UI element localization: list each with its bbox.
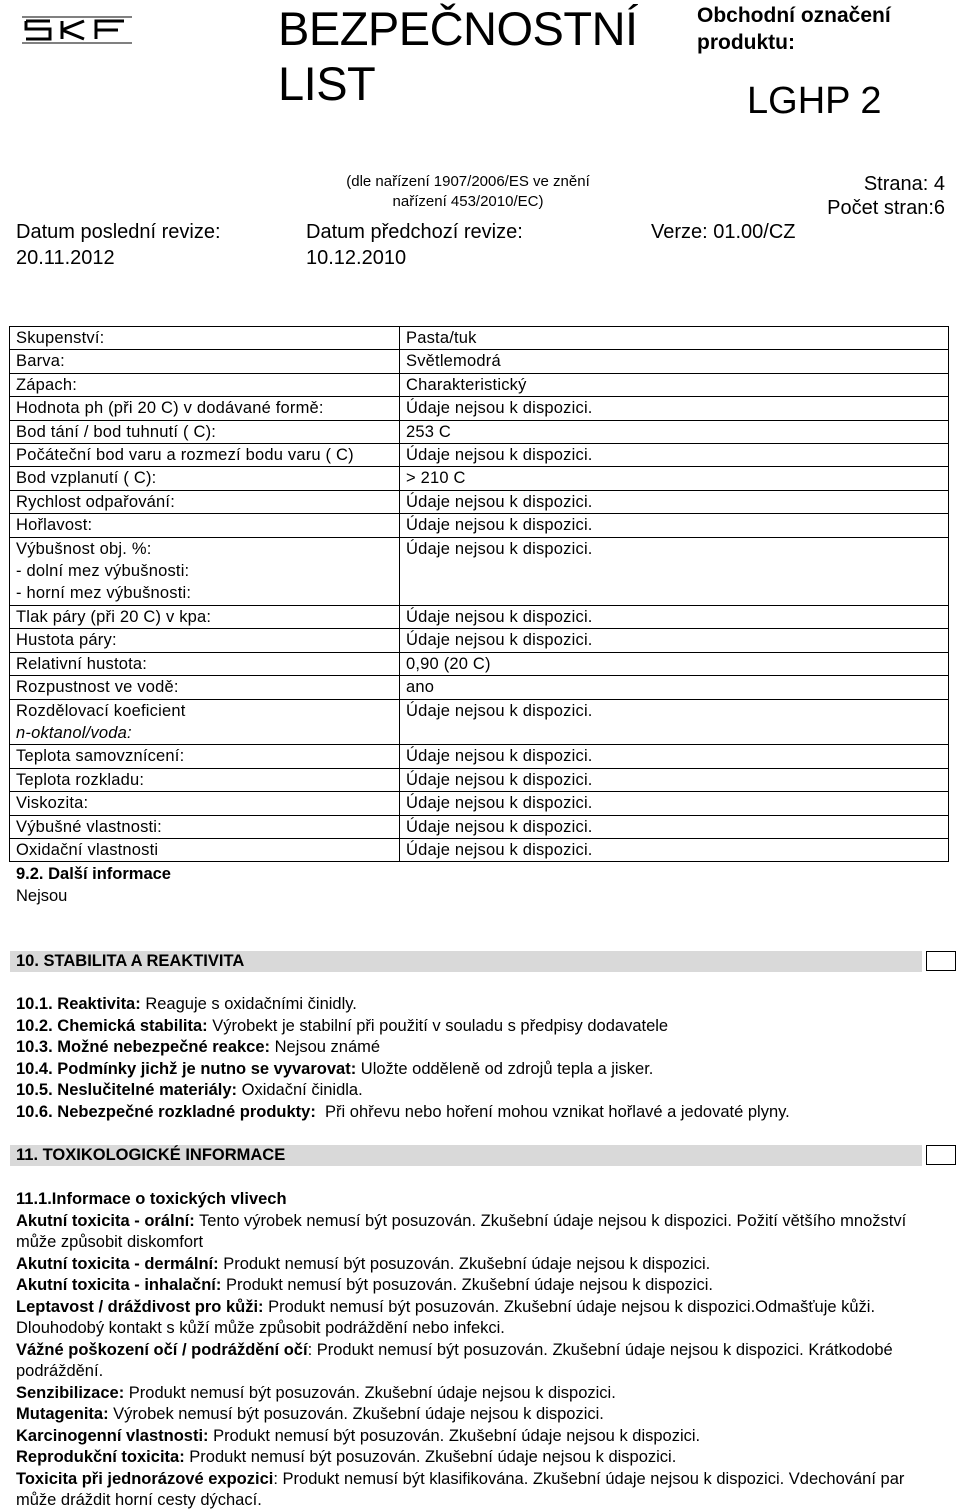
property-value: Údaje nejsou k dispozici. bbox=[400, 537, 949, 605]
toxicology-item-text: Tento výrobek nemusí být posuzován. Zkušební údaje nejsou k dispozici. Požití většího množství může způsobit diskomfort bbox=[16, 1211, 907, 1251]
section-9-2-text: Nejsou bbox=[16, 886, 68, 905]
section-11-checkbox bbox=[926, 1145, 956, 1165]
toxicology-item-text: Produkt nemusí být posuzován. Zkušební údaje nejsou k dispozici. bbox=[208, 1426, 701, 1445]
toxicology-item-label: Vážné poškození očí / podráždění očí bbox=[16, 1340, 308, 1359]
document-title: BEZPEČNOSTNÍ LIST bbox=[278, 2, 638, 110]
section-10-heading: 10. STABILITA A REAKTIVITA bbox=[10, 951, 922, 972]
section-11-list bbox=[16, 1189, 946, 1512]
toxicology-item-label: Toxicita při jednorázové expozici bbox=[16, 1469, 274, 1488]
property-value: Údaje nejsou k dispozici. bbox=[400, 490, 949, 513]
property-label: Skupenství: bbox=[16, 329, 105, 347]
stability-item-text: Výrobekt je stabilní při použití v souladu s předpisy dodavatele bbox=[207, 1016, 669, 1035]
property-label: Barva: bbox=[16, 352, 65, 371]
property-value: Charakteristický bbox=[400, 373, 949, 396]
section-10-checkbox bbox=[926, 951, 956, 971]
toxicology-item-text: Produkt nemusí být posuzován. Zkušební údaje nejsou k dispozici. bbox=[184, 1448, 677, 1466]
last-revision-date: 20.11.2012 bbox=[16, 247, 115, 269]
property-label-cell bbox=[10, 815, 400, 838]
toxicology-item-text: Výrobek nemusí být posuzován. Zkušební údaje nejsou k dispozici. bbox=[108, 1405, 604, 1423]
property-label-cell bbox=[10, 792, 400, 815]
property-label: Výbušnost obj. %: bbox=[16, 539, 152, 558]
toxicology-item bbox=[16, 1340, 946, 1383]
property-row bbox=[10, 350, 949, 373]
toxicology-item bbox=[16, 1297, 946, 1340]
property-value: Pasta/tuk bbox=[400, 327, 949, 350]
property-value: Údaje nejsou k dispozici. bbox=[400, 838, 949, 861]
toxicology-item-label: Karcinogenní vlastnosti: bbox=[16, 1426, 209, 1445]
property-label-cell bbox=[10, 397, 400, 420]
stability-item bbox=[16, 1102, 946, 1124]
property-label: Zápach: bbox=[16, 375, 78, 394]
property-sublabel: n-oktanol/voda: bbox=[16, 723, 132, 742]
previous-revision-date: 10.12.2010 bbox=[306, 247, 407, 269]
section-11-1-heading: 11.1.Informace o toxických vlivech bbox=[16, 1190, 287, 1208]
property-label: Hořlavost: bbox=[16, 516, 93, 535]
product-name: LGHP 2 bbox=[747, 80, 882, 122]
stability-item bbox=[16, 1080, 946, 1102]
property-value: Údaje nejsou k dispozici. bbox=[400, 629, 949, 652]
version: Verze: 01.00/CZ bbox=[651, 221, 796, 243]
property-row bbox=[10, 629, 949, 652]
property-value: > 210 C bbox=[400, 467, 949, 490]
property-sublabel: - dolní mez výbušnosti: bbox=[16, 562, 190, 581]
toxicology-item bbox=[16, 1383, 946, 1405]
property-value: Údaje nejsou k dispozici. bbox=[400, 815, 949, 838]
toxicology-item-label: Akutní toxicita - dermální: bbox=[16, 1254, 219, 1273]
section-9-2-heading: 9.2. Další informace bbox=[16, 865, 171, 883]
property-row bbox=[10, 490, 949, 513]
stability-item-text: Při ohřevu nebo hoření mohou vznikat hořlavé a jedovaté plyny. bbox=[315, 1102, 790, 1121]
toxicology-item-label: Mutagenita: bbox=[16, 1405, 109, 1423]
property-row bbox=[10, 444, 949, 467]
property-label: Teplota samovznícení: bbox=[16, 747, 185, 766]
page-info bbox=[795, 172, 945, 220]
toxicology-item bbox=[16, 1447, 946, 1469]
toxicology-item bbox=[16, 1469, 946, 1512]
property-label: Tlak páry (při 20 C) v kpa: bbox=[16, 607, 212, 626]
previous-revision-label: Datum předchozí revize: bbox=[306, 221, 523, 243]
toxicology-item bbox=[16, 1254, 946, 1276]
property-label-cell bbox=[10, 467, 400, 490]
page-number: Strana: 4 bbox=[863, 173, 945, 195]
property-row bbox=[10, 537, 949, 605]
property-label: Oxidační vlastnosti bbox=[16, 840, 159, 859]
property-label-cell bbox=[10, 373, 400, 396]
property-row bbox=[10, 815, 949, 838]
property-row bbox=[10, 792, 949, 815]
stability-item-text: Oxidační činidla. bbox=[237, 1081, 363, 1099]
toxicology-item-label: Akutní toxicita - orální: bbox=[16, 1211, 195, 1230]
property-label-cell bbox=[10, 605, 400, 628]
property-label-cell bbox=[10, 838, 400, 861]
stability-item-label: 10.3. Možné nebezpečné reakce: bbox=[16, 1038, 271, 1056]
property-label: Bod vzplanutí ( C): bbox=[16, 469, 157, 488]
property-label: Hustota páry: bbox=[16, 631, 117, 650]
property-label-cell bbox=[10, 676, 400, 699]
property-value: 0,90 (20 C) bbox=[400, 652, 949, 675]
stability-item-label: 10.5. Neslučitelné materiály: bbox=[16, 1081, 238, 1099]
stability-item bbox=[16, 994, 946, 1016]
stability-item bbox=[16, 1059, 946, 1081]
property-label-cell bbox=[10, 514, 400, 537]
property-sublabel: - horní mez výbušnosti: bbox=[16, 584, 192, 603]
property-value: 253 C bbox=[400, 420, 949, 443]
property-label: Bod tání / bod tuhnutí ( C): bbox=[16, 422, 217, 441]
property-label: Výbušné vlastnosti: bbox=[16, 817, 162, 836]
property-row bbox=[10, 327, 949, 350]
property-value: Světlemodrá bbox=[400, 350, 949, 373]
property-label-cell bbox=[10, 327, 400, 350]
property-label: Rozpustnost ve vodě: bbox=[16, 678, 179, 697]
stability-item bbox=[16, 1016, 946, 1038]
property-label: Hodnota ph (při 20 C) v dodávané formě: bbox=[16, 399, 324, 418]
property-value: ano bbox=[400, 676, 949, 699]
property-label-cell bbox=[10, 490, 400, 513]
stability-item bbox=[16, 1037, 946, 1059]
stability-item-label: 10.2. Chemická stabilita: bbox=[16, 1016, 208, 1035]
property-label-cell bbox=[10, 629, 400, 652]
property-row bbox=[10, 676, 949, 699]
property-label-cell bbox=[10, 745, 400, 768]
toxicology-item bbox=[16, 1211, 946, 1254]
property-value: Údaje nejsou k dispozici. bbox=[400, 444, 949, 467]
toxicology-item-label: Leptavost / dráždivost pro kůži: bbox=[16, 1297, 264, 1316]
property-row bbox=[10, 420, 949, 443]
skf-logo bbox=[22, 12, 132, 48]
stability-item-label: 10.6. Nebezpečné rozkladné produkty: bbox=[16, 1102, 316, 1121]
previous-revision bbox=[306, 219, 523, 271]
property-value: Údaje nejsou k dispozici. bbox=[400, 397, 949, 420]
property-row bbox=[10, 838, 949, 861]
section-11-heading: 11. TOXIKOLOGICKÉ INFORMACE bbox=[10, 1145, 922, 1166]
property-label: Rychlost odpařování: bbox=[16, 492, 176, 511]
toxicology-item-text: : Produkt nemusí být posuzován. Zkušební údaje nejsou k dispozici. Krátkodobé podráždění. bbox=[16, 1340, 893, 1380]
property-value: Údaje nejsou k dispozici. bbox=[400, 745, 949, 768]
toxicology-item bbox=[16, 1275, 946, 1297]
regulation-note: (dle nařízení 1907/2006/ES ve znění nařízení 453/2010/EC) bbox=[346, 173, 590, 210]
section-10-list bbox=[16, 994, 946, 1123]
property-row bbox=[10, 514, 949, 537]
property-row bbox=[10, 745, 949, 768]
toxicology-item-text: Produkt nemusí být posuzován. Zkušební údaje nejsou k dispozici. bbox=[221, 1276, 713, 1294]
toxicology-item-text: : Produkt nemusí být klasifikována. Zkušební údaje nejsou k dispozici. Vdechování par může dráždit horní cesty dýchací. bbox=[16, 1469, 905, 1509]
property-row bbox=[10, 605, 949, 628]
toxicology-item bbox=[16, 1426, 946, 1448]
property-label: Viskozita: bbox=[16, 794, 89, 813]
stability-item-text: Reaguje s oxidačními činidly. bbox=[140, 995, 357, 1013]
trade-name-label: Obchodní označení produktu: bbox=[697, 4, 891, 54]
last-revision bbox=[16, 219, 221, 271]
stability-item-label: 10.1. Reaktivita: bbox=[16, 995, 141, 1013]
toxicology-item-text: Produkt nemusí být posuzován. Zkušební údaje nejsou k dispozici.Odmašťuje kůži. Dlouhodobý kontakt s kůží může způsobit podráždění nebo infekci. bbox=[16, 1297, 876, 1337]
stability-item-text: Nejsou známé bbox=[270, 1038, 381, 1056]
last-revision-label: Datum poslední revize: bbox=[16, 221, 221, 243]
stability-item-label: 10.4. Podmínky jichž je nutno se vyvarovat: bbox=[16, 1059, 357, 1078]
property-label-cell bbox=[10, 444, 400, 467]
property-label-cell bbox=[10, 537, 400, 605]
stability-item-text: Uložte odděleně od zdrojů tepla a jisker. bbox=[356, 1059, 654, 1078]
toxicology-item-label: Akutní toxicita - inhalační: bbox=[16, 1276, 222, 1294]
property-row bbox=[10, 397, 949, 420]
page-count: Počet stran:6 bbox=[827, 197, 945, 219]
property-label: Relativní hustota: bbox=[16, 654, 148, 673]
property-value: Údaje nejsou k dispozici. bbox=[400, 699, 949, 745]
property-label: Rozdělovací koeficient bbox=[16, 701, 186, 720]
property-value: Údaje nejsou k dispozici. bbox=[400, 605, 949, 628]
property-label-cell bbox=[10, 652, 400, 675]
property-value: Údaje nejsou k dispozici. bbox=[400, 768, 949, 791]
toxicology-item-text: Produkt nemusí být posuzován. Zkušební údaje nejsou k dispozici. bbox=[124, 1383, 616, 1402]
section-9-2 bbox=[16, 864, 946, 907]
property-label-cell bbox=[10, 350, 400, 373]
property-row bbox=[10, 699, 949, 745]
property-label: Počáteční bod varu a rozmezí bodu varu ( C) bbox=[16, 446, 354, 465]
property-value: Údaje nejsou k dispozici. bbox=[400, 514, 949, 537]
toxicology-item bbox=[16, 1404, 946, 1426]
toxicology-item-label: Reprodukční toxicita: bbox=[16, 1448, 185, 1466]
property-value: Údaje nejsou k dispozici. bbox=[400, 792, 949, 815]
property-row bbox=[10, 652, 949, 675]
property-row bbox=[10, 768, 949, 791]
toxicology-item-label: Senzibilizace: bbox=[16, 1383, 125, 1402]
property-label-cell bbox=[10, 768, 400, 791]
properties-table bbox=[9, 326, 949, 862]
toxicology-item-text: Produkt nemusí být posuzován. Zkušební údaje nejsou k dispozici. bbox=[218, 1254, 711, 1273]
property-row bbox=[10, 373, 949, 396]
property-label: Teplota rozkladu: bbox=[16, 770, 145, 789]
property-label-cell bbox=[10, 420, 400, 443]
property-label-cell bbox=[10, 699, 400, 745]
property-row bbox=[10, 467, 949, 490]
